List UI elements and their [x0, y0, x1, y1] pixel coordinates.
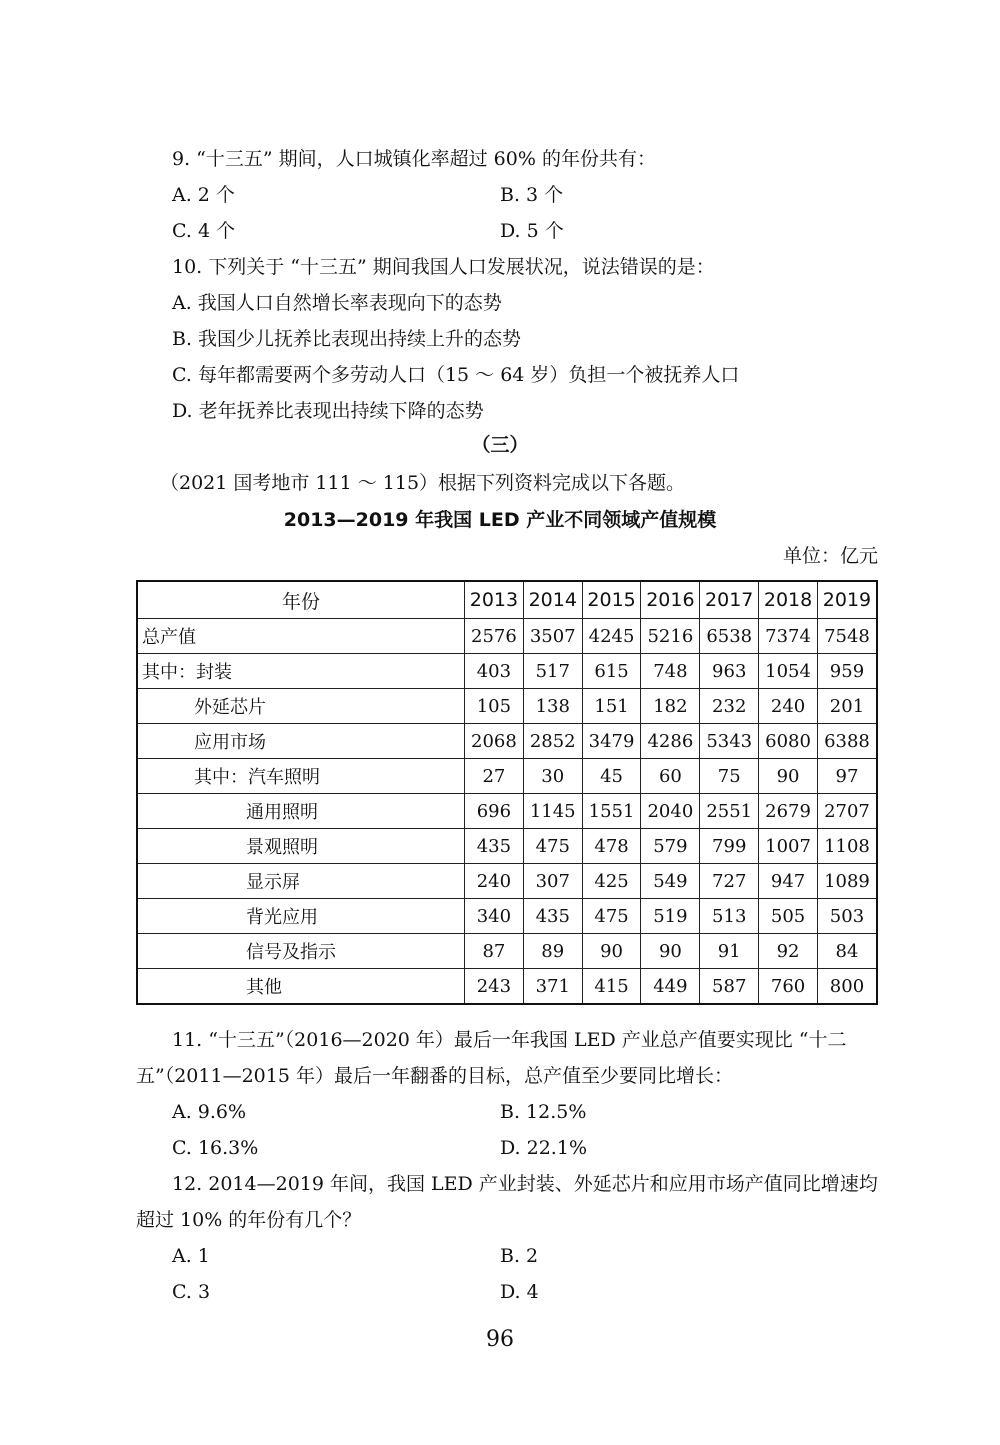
table-cell: 5216: [641, 619, 700, 654]
q12-stem-line2: 超过 10% 的年份有几个？: [136, 1209, 362, 1231]
table-cell: 151: [582, 689, 641, 724]
q10-option-c: C. 每年都需要两个多劳动人口（15 ～ 64 岁）负担一个被抚养人口: [172, 364, 740, 386]
table-cell: 800: [817, 969, 877, 1005]
table-row: [137, 934, 877, 969]
row-label: 景观照明: [137, 829, 465, 864]
table-cell: 478: [582, 829, 641, 864]
table-unit: 单位：亿元: [782, 545, 878, 567]
q9-option-c: C. 4 个: [172, 220, 236, 242]
table-header-row: [137, 581, 877, 619]
table-cell: 727: [700, 864, 759, 899]
q11-option-b: B. 12.5%: [500, 1101, 587, 1123]
header-cell-year: 2015: [582, 581, 641, 619]
table-cell: 2551: [700, 794, 759, 829]
table-cell: 340: [465, 899, 524, 934]
table-cell: 3479: [582, 724, 641, 759]
row-label: 通用照明: [137, 794, 465, 829]
row-label: 显示屏: [137, 864, 465, 899]
q12-option-c: C. 3: [172, 1281, 211, 1303]
q9-stem: 9. “十三五” 期间，人口城镇化率超过 60% 的年份共有：: [172, 148, 656, 170]
table-cell: 435: [465, 829, 524, 864]
row-label: 总产值: [137, 619, 465, 654]
table-cell: 84: [817, 934, 877, 969]
table-cell: 403: [465, 654, 524, 689]
table-cell: 505: [759, 899, 818, 934]
table-cell: 89: [523, 934, 582, 969]
q12-option-b: B. 2: [500, 1245, 539, 1267]
header-cell-year: 2014: [523, 581, 582, 619]
table-cell: 97: [817, 759, 877, 794]
table-cell: 2707: [817, 794, 877, 829]
header-cell-year: 2017: [700, 581, 759, 619]
table-cell: 963: [700, 654, 759, 689]
table-cell: 90: [582, 934, 641, 969]
q12-option-a: A. 1: [172, 1245, 210, 1267]
row-label: 应用市场: [137, 724, 465, 759]
table-cell: 5343: [700, 724, 759, 759]
table-cell: 513: [700, 899, 759, 934]
table-cell: 435: [523, 899, 582, 934]
section-intro: （2021 国考地市 111 ～ 115）根据下列资料完成以下各题。: [160, 472, 686, 494]
q11-stem-line2: 五”（2011—2015 年）最后一年翻番的目标，总产值至少要同比增长：: [136, 1065, 733, 1087]
table-cell: 87: [465, 934, 524, 969]
table-cell: 549: [641, 864, 700, 899]
table-cell: 517: [523, 654, 582, 689]
table-cell: 6538: [700, 619, 759, 654]
table-cell: 240: [759, 689, 818, 724]
table-cell: 1145: [523, 794, 582, 829]
table-row: [137, 794, 877, 829]
table-row: [137, 689, 877, 724]
table-cell: 3507: [523, 619, 582, 654]
q12-stem-line1: 12. 2014—2019 年间，我国 LED 产业封装、外延芯片和应用市场产值同比增速均: [172, 1173, 878, 1195]
row-label: 其中：汽车照明: [137, 759, 465, 794]
table-row: [137, 724, 877, 759]
table-cell: 7548: [817, 619, 877, 654]
header-cell-year: 2013: [465, 581, 524, 619]
row-label: 信号及指示: [137, 934, 465, 969]
q11-option-c: C. 16.3%: [172, 1137, 259, 1159]
data-table: [136, 580, 878, 1005]
q10-option-a: A. 我国人口自然增长率表现向下的态势: [172, 292, 502, 314]
table-cell: 1551: [582, 794, 641, 829]
table-cell: 90: [759, 759, 818, 794]
table-row: [137, 969, 877, 1005]
table-cell: 2852: [523, 724, 582, 759]
row-label: 背光应用: [137, 899, 465, 934]
q12-option-d: D. 4: [500, 1281, 539, 1303]
table-cell: 799: [700, 829, 759, 864]
table-cell: 587: [700, 969, 759, 1005]
header-cell-year-label: 年份: [137, 581, 465, 619]
table-row: [137, 619, 877, 654]
table-cell: 92: [759, 934, 818, 969]
table-cell: 696: [465, 794, 524, 829]
table-cell: 4286: [641, 724, 700, 759]
row-label: 外延芯片: [137, 689, 465, 724]
table-row: [137, 829, 877, 864]
table-cell: 1089: [817, 864, 877, 899]
table-cell: 243: [465, 969, 524, 1005]
table-cell: 1007: [759, 829, 818, 864]
table-cell: 2679: [759, 794, 818, 829]
table-cell: 1054: [759, 654, 818, 689]
table-cell: 182: [641, 689, 700, 724]
row-label: 其他: [137, 969, 465, 1005]
q11-option-a: A. 9.6%: [172, 1101, 247, 1123]
header-cell-year: 2019: [817, 581, 877, 619]
table-cell: 6080: [759, 724, 818, 759]
table-cell: 307: [523, 864, 582, 899]
q10-option-d: D. 老年抚养比表现出持续下降的态势: [172, 400, 484, 422]
table-row: [137, 759, 877, 794]
row-label: 其中：封装: [137, 654, 465, 689]
table-cell: 615: [582, 654, 641, 689]
table-cell: 7374: [759, 619, 818, 654]
table-title: 2013—2019 年我国 LED 产业不同领域产值规模: [283, 509, 717, 531]
page-number: 96: [486, 1327, 514, 1352]
table-cell: 105: [465, 689, 524, 724]
q9-option-a: A. 2 个: [172, 184, 235, 206]
table-cell: 27: [465, 759, 524, 794]
table-cell: 232: [700, 689, 759, 724]
table-cell: 60: [641, 759, 700, 794]
table-cell: 45: [582, 759, 641, 794]
table-cell: 415: [582, 969, 641, 1005]
table-row: [137, 899, 877, 934]
table-cell: 138: [523, 689, 582, 724]
table-cell: 503: [817, 899, 877, 934]
table-cell: 2068: [465, 724, 524, 759]
q11-stem-line1: 11. “十三五”（2016—2020 年）最后一年我国 LED 产业总产值要实现比 “十二: [172, 1029, 847, 1051]
table-cell: 1108: [817, 829, 877, 864]
section-heading: （三）: [471, 434, 529, 456]
q10-stem: 10. 下列关于 “十三五” 期间我国人口发展状况，说法错误的是：: [172, 256, 715, 278]
table-cell: 371: [523, 969, 582, 1005]
table-cell: 760: [759, 969, 818, 1005]
table-cell: 2576: [465, 619, 524, 654]
table-cell: 90: [641, 934, 700, 969]
q9-option-b: B. 3 个: [500, 184, 564, 206]
table-cell: 4245: [582, 619, 641, 654]
table-cell: 201: [817, 689, 877, 724]
table-row: [137, 654, 877, 689]
table-cell: 91: [700, 934, 759, 969]
q11-option-d: D. 22.1%: [500, 1137, 587, 1159]
header-cell-year: 2018: [759, 581, 818, 619]
table-cell: 579: [641, 829, 700, 864]
q9-option-d: D. 5 个: [500, 220, 564, 242]
table-cell: 475: [582, 899, 641, 934]
table-row: [137, 864, 877, 899]
table-cell: 2040: [641, 794, 700, 829]
table-cell: 748: [641, 654, 700, 689]
header-cell-year: 2016: [641, 581, 700, 619]
table-cell: 425: [582, 864, 641, 899]
table-cell: 959: [817, 654, 877, 689]
table-cell: 449: [641, 969, 700, 1005]
table-cell: 947: [759, 864, 818, 899]
table-cell: 30: [523, 759, 582, 794]
table-cell: 475: [523, 829, 582, 864]
table-cell: 240: [465, 864, 524, 899]
table-cell: 6388: [817, 724, 877, 759]
q10-option-b: B. 我国少儿抚养比表现出持续上升的态势: [172, 328, 522, 350]
table-cell: 519: [641, 899, 700, 934]
table-cell: 75: [700, 759, 759, 794]
